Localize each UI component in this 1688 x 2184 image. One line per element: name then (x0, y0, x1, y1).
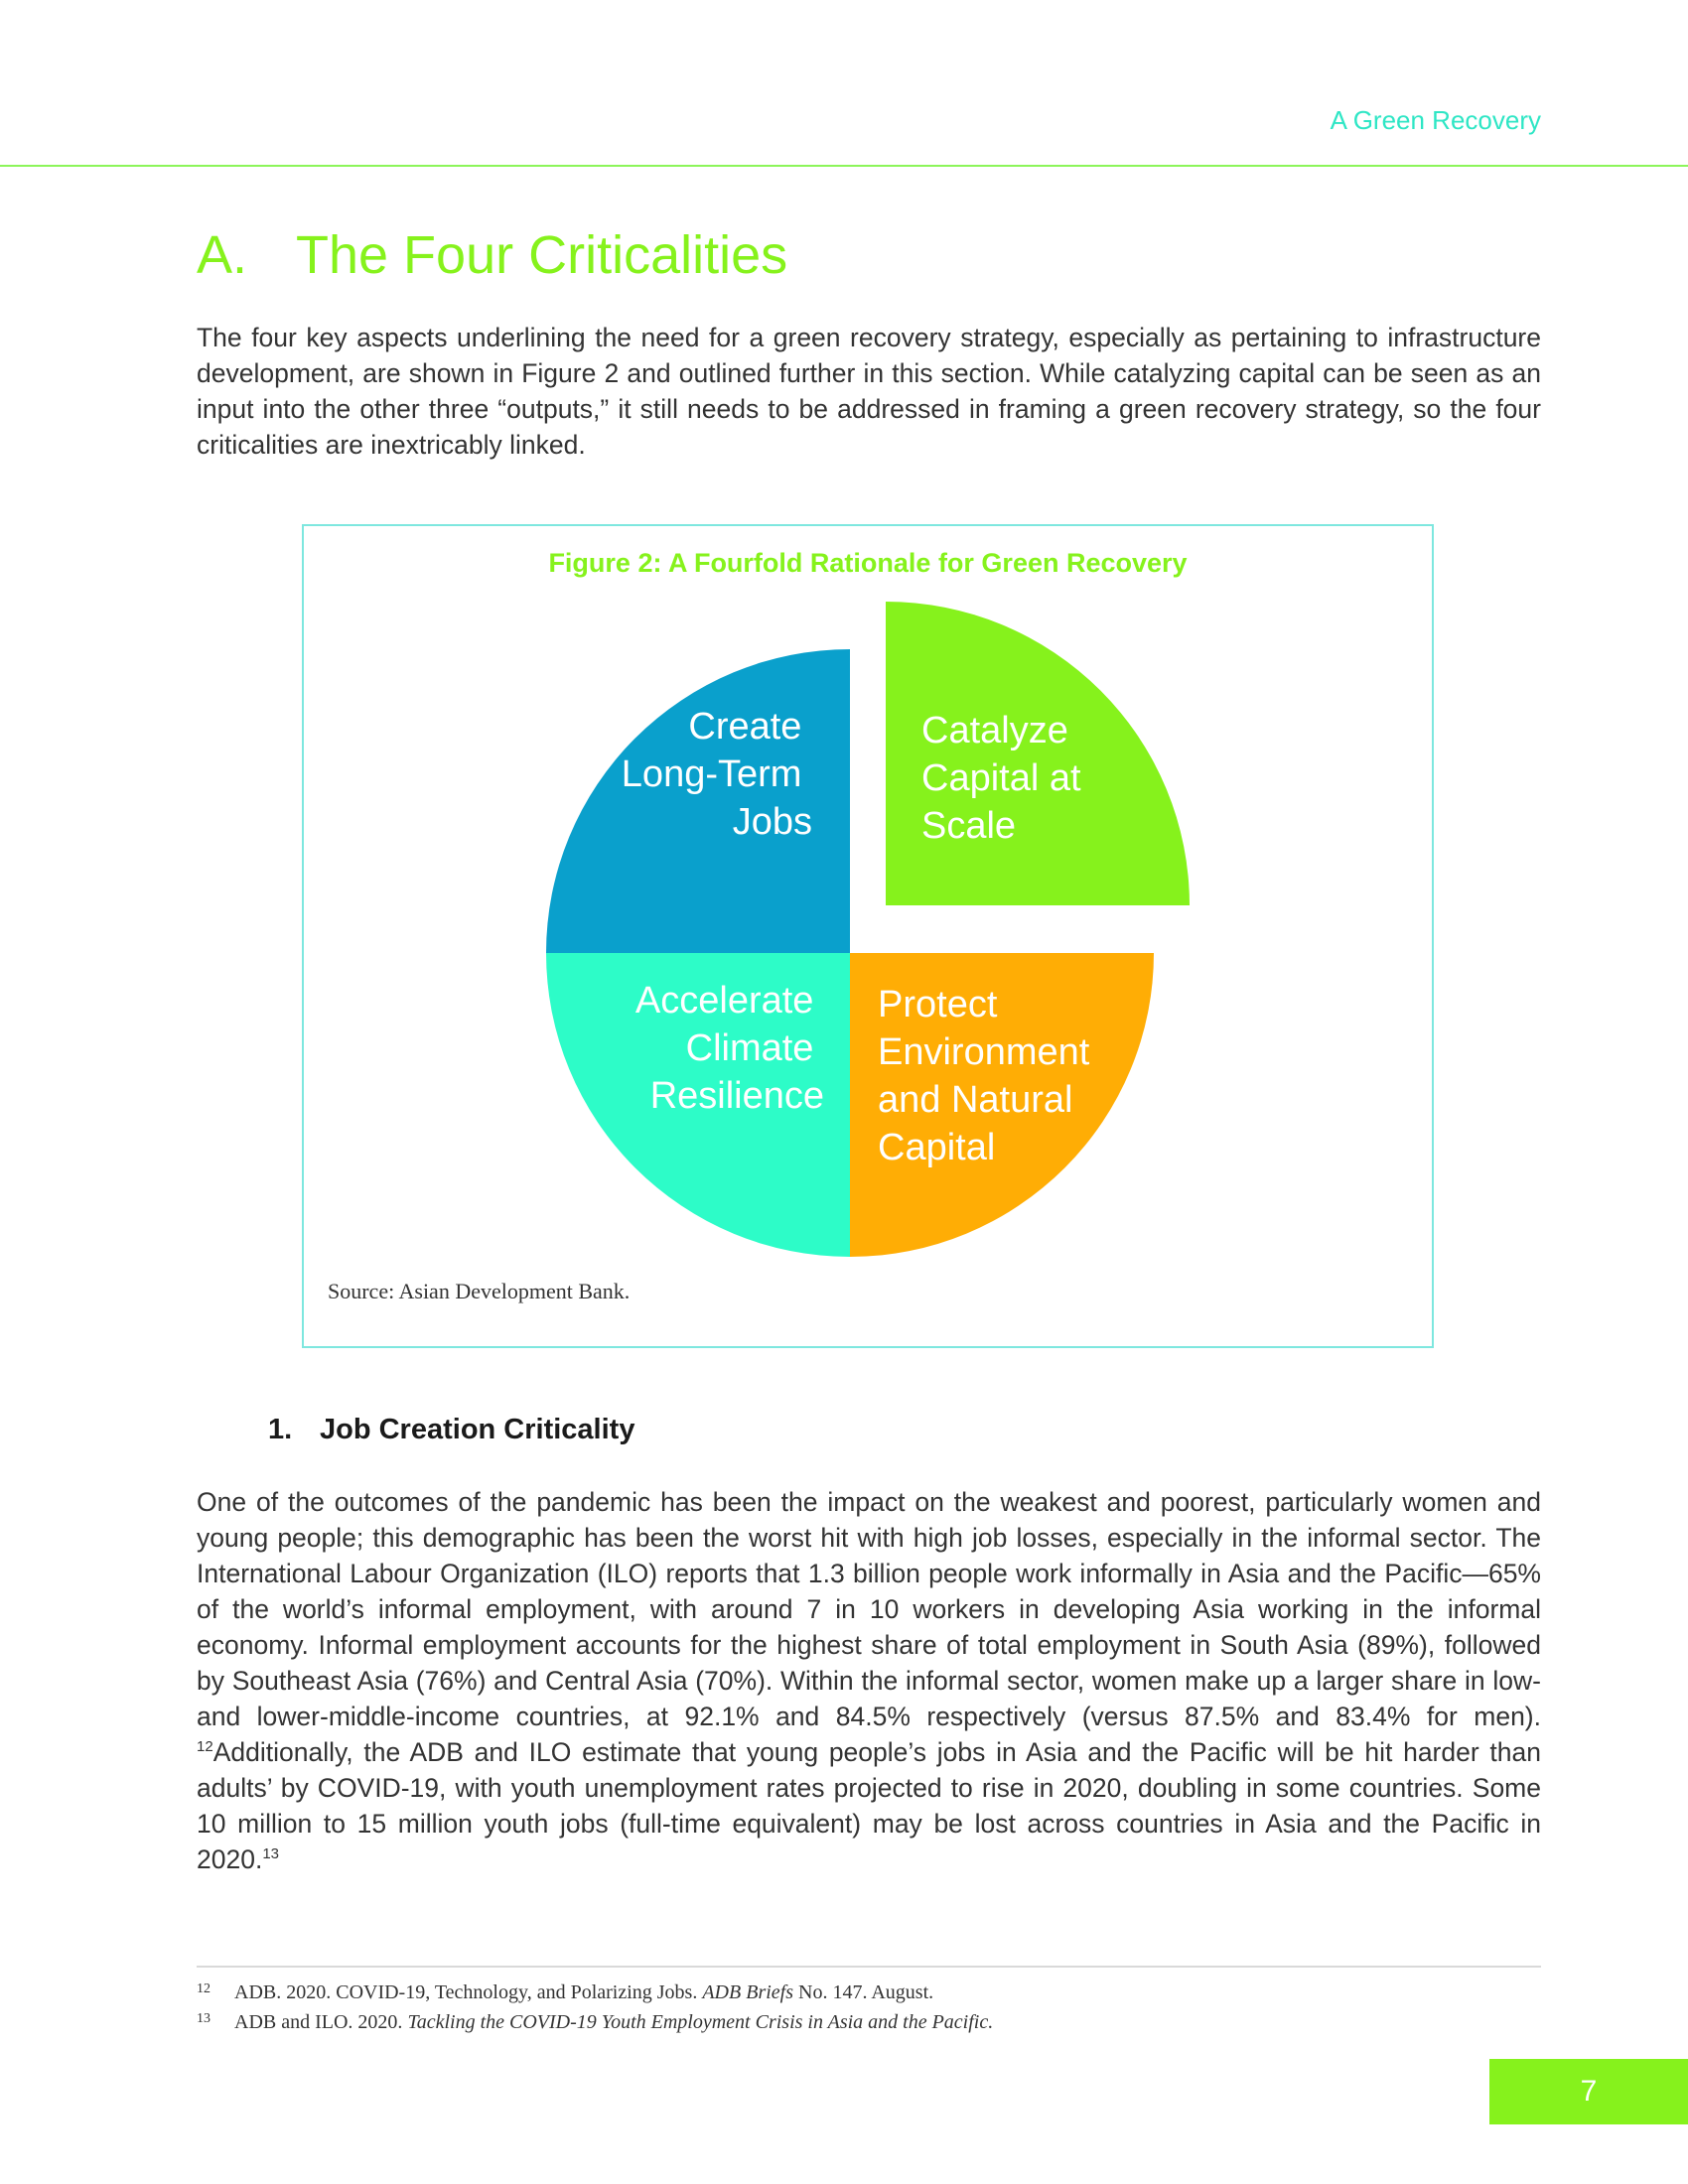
header-rule (0, 165, 1688, 167)
quadrant-capital (886, 602, 1190, 905)
footnote-number: 13 (197, 2011, 211, 2026)
footnote-ref[interactable]: 12 (197, 1738, 213, 1756)
label-environment-line: and Natural (878, 1079, 1073, 1121)
page-number: 7 (1489, 2059, 1688, 2124)
fourfold-rationale-diagram (304, 526, 1432, 1346)
intro-paragraph: The four key aspects underlining the need for a green recovery strategy, especially as pertaining to infrastructure development, are shown in Figure 2 and outlined further in this section. While catalyzing capital can be seen as an input into the other three “outputs,” it still needs to be addressed in framing a green recovery strategy, so the four criticalities are inextricably linked. (197, 323, 1541, 460)
section-number: A. (197, 225, 248, 285)
label-resilience-line: Climate (685, 1027, 814, 1069)
footnote-text: No. 147. August. (793, 1981, 934, 2003)
subsection-number: 1. (268, 1414, 293, 1445)
label-capital-line: Capital at (921, 757, 1081, 799)
running-head: A Green Recovery (1330, 105, 1541, 135)
footnote (197, 1981, 1541, 2004)
label-jobs-line: Jobs (732, 801, 812, 843)
label-capital-line: Catalyze (921, 710, 1068, 751)
footnote-italic: ADB Briefs (702, 1981, 793, 2003)
figure-2 (302, 524, 1434, 1348)
footnote-text: ADB and ILO. 2020. (234, 2011, 408, 2033)
footnote-italic: Tackling the COVID-19 Youth Employment Crisis in Asia and the Pacific. (407, 2011, 994, 2033)
footnote-number: 12 (197, 1981, 211, 1996)
job-creation-paragraph (197, 1484, 1541, 1877)
section-title (197, 224, 787, 286)
paragraph-text: One of the outcomes of the pandemic has been the impact on the weakest and poorest, particularly women and young people; this demographic has been the worst hit with high job losses, especially in the informal sector. The International Labour Organization (ILO) reports that 1.3 billion people work informally in Asia and the Pacific—65% of the world’s informal employment, with around 7 in 10 workers in developing Asia working in the informal economy. Informal employment accounts for the highest share of total employment in South Asia (89%), followed by Southeast Asia (76%) and Central Asia (70%). Within the informal sector, women make up a larger share in low- and lower-middle-income countries, at 92.1% and 84.5% respectively (versus 87.5% and 83.4% for men). (197, 1487, 1541, 1731)
label-environment-line: Capital (878, 1127, 996, 1168)
footnote-ref[interactable]: 13 (262, 1845, 280, 1863)
label-environment-line: Protect (878, 984, 998, 1025)
label-resilience-line: Accelerate (634, 980, 814, 1022)
label-environment-line: Environment (878, 1031, 1090, 1073)
subsection-title (268, 1414, 634, 1446)
label-jobs-line: Create (688, 706, 802, 748)
section-title-text: The Four Criticalities (296, 225, 788, 285)
footnote-rule (197, 1966, 1541, 1968)
figure-title: Figure 2: A Fourfold Rationale for Green Recovery (548, 548, 1188, 578)
label-jobs-line: Long-Term (621, 753, 802, 795)
label-resilience-line: Resilience (649, 1075, 824, 1117)
footnote (197, 2011, 1541, 2034)
subsection-title-text: Job Creation Criticality (320, 1414, 635, 1445)
footnote-text: ADB. 2020. COVID-19, Technology, and Polarizing Jobs. (234, 1981, 703, 2003)
figure-source: Source: Asian Development Bank. (328, 1279, 631, 1303)
label-capital-line: Scale (921, 805, 1017, 847)
paragraph-text: Additionally, the ADB and ILO estimate that young people’s jobs in Asia and the Pacific will be hit harder than adults’ by COVID-19, with youth unemployment rates projected to rise in 2020, doubling in some countries. Some 10 million to 15 million youth jobs (full-time equivalent) may be lost across countries in Asia and the Pacific in 2020. (197, 1737, 1541, 1874)
